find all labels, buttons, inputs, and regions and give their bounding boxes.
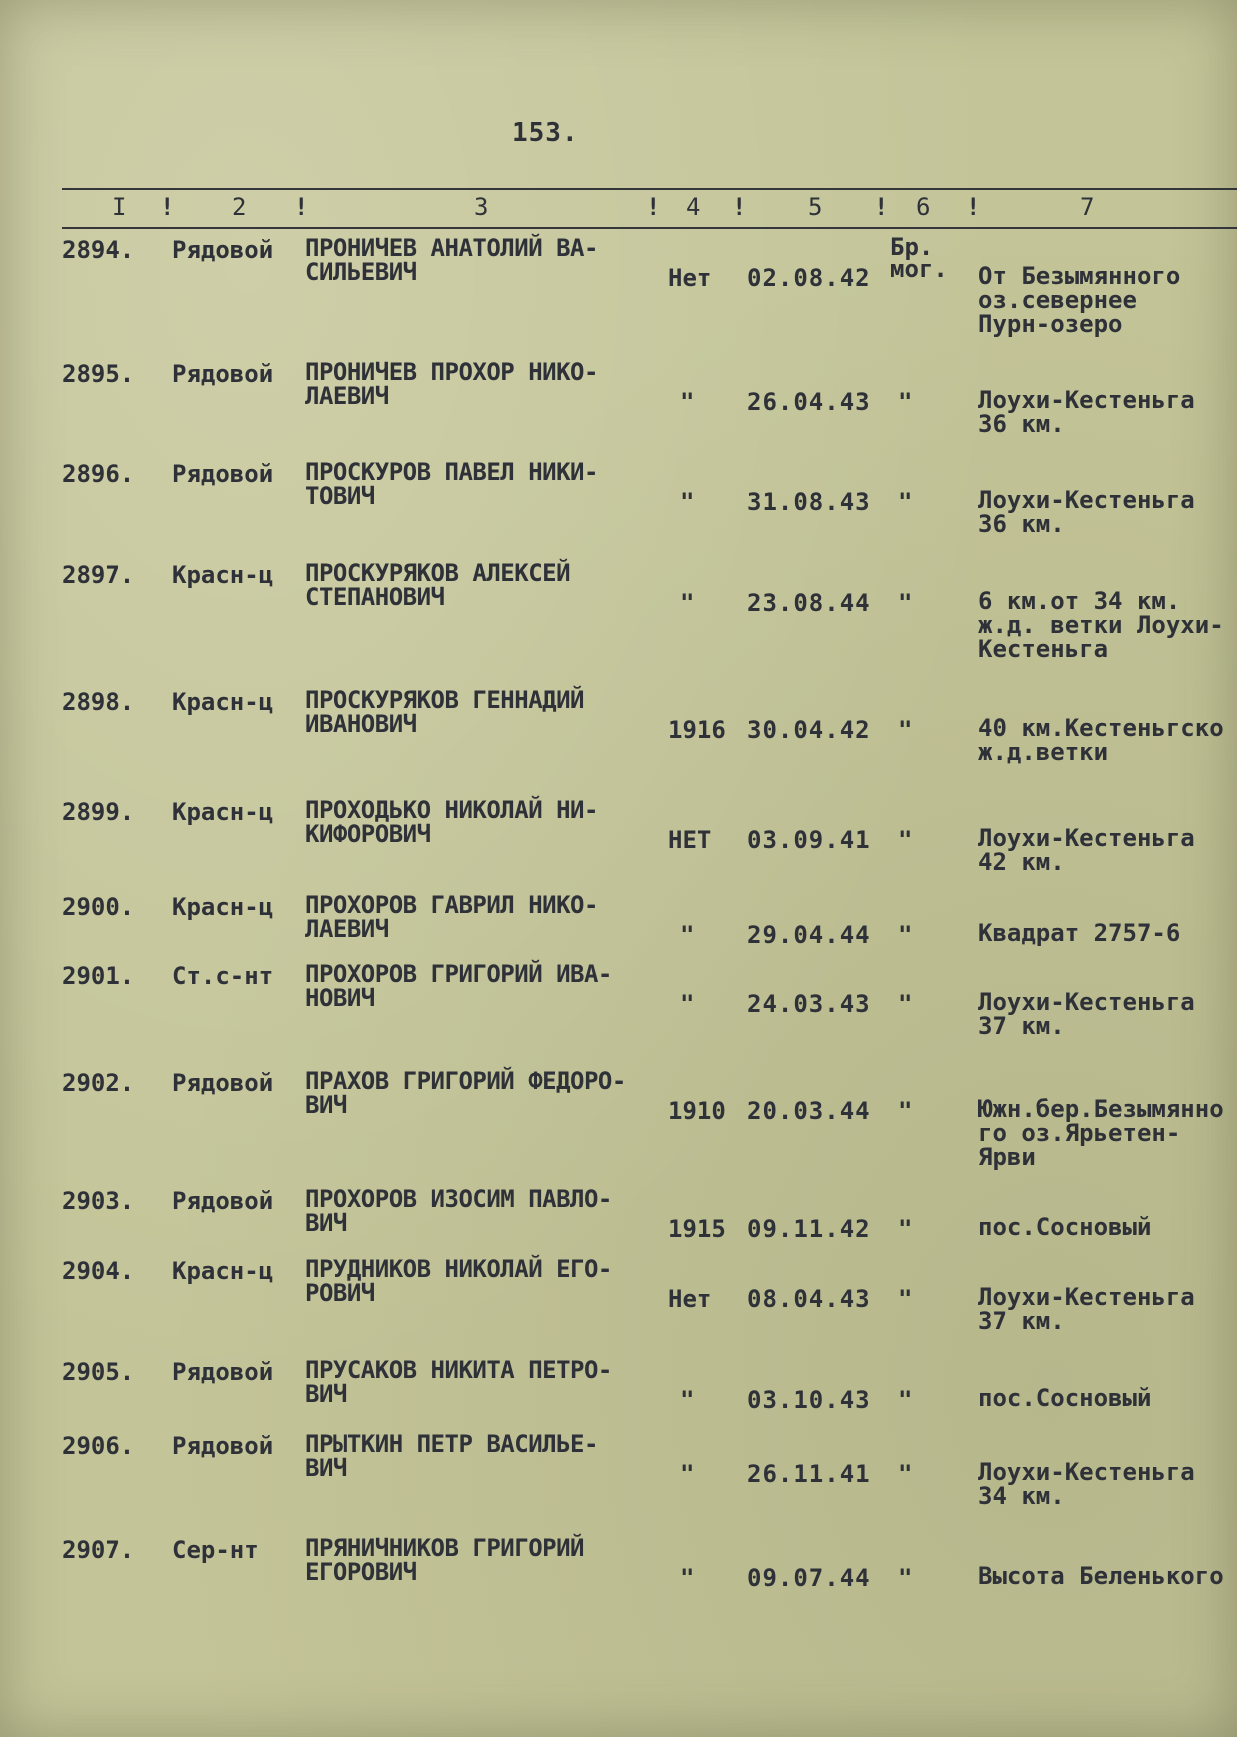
record-burial-place: пос.Сосновый bbox=[978, 1384, 1152, 1412]
record-birth-year: " bbox=[680, 1460, 695, 1488]
header-rule-top bbox=[62, 188, 1237, 190]
record-number: 2903. bbox=[62, 1187, 135, 1215]
record-burial-place: Лоухи-Кестеньга 37 км. bbox=[978, 1283, 1195, 1335]
table-row bbox=[0, 561, 1237, 671]
record-burial-place: Лоухи-Кестеньга 36 км. bbox=[978, 386, 1195, 438]
record-rank: Сер-нт bbox=[172, 1536, 259, 1564]
col-separator: ! bbox=[966, 193, 981, 221]
record-name: ПРАХОВ ГРИГОРИЙ ФЕДОРО- ВИЧ bbox=[305, 1067, 626, 1119]
record-death-date: 23.08.44 bbox=[747, 589, 871, 617]
record-name: ПРУДНИКОВ НИКОЛАЙ ЕГО- РОВИЧ bbox=[305, 1255, 612, 1307]
record-rank: Красн-ц bbox=[172, 688, 274, 716]
record-rank: Рядовой bbox=[172, 1069, 274, 1097]
record-rank: Красн-ц bbox=[172, 1257, 274, 1285]
record-number: 2895. bbox=[62, 360, 135, 388]
record-number: 2901. bbox=[62, 962, 135, 990]
table-row bbox=[0, 1432, 1237, 1542]
column-header-row bbox=[62, 193, 1237, 223]
record-rank: Рядовой bbox=[172, 1187, 274, 1215]
col-header-4: 4 bbox=[686, 193, 701, 221]
col-header-3: 3 bbox=[474, 193, 489, 221]
record-birth-year: Нет bbox=[668, 1285, 712, 1313]
record-burial-place: 6 км.от 34 км. ж.д. ветки Лоухи- Кестеньга bbox=[978, 587, 1224, 663]
record-birth-year: " bbox=[680, 589, 695, 617]
table-row bbox=[0, 360, 1237, 470]
record-burial-mark: " bbox=[898, 1097, 913, 1125]
record-number: 2898. bbox=[62, 688, 135, 716]
record-rank: Рядовой bbox=[172, 460, 274, 488]
record-rank: Рядовой bbox=[172, 1432, 274, 1460]
record-burial-place: Квадрат 2757-6 bbox=[978, 919, 1181, 947]
col-header-7: 7 bbox=[1080, 193, 1095, 221]
record-burial-mark: " bbox=[898, 990, 913, 1018]
table-row bbox=[0, 962, 1237, 1072]
record-birth-year: " bbox=[680, 488, 695, 516]
record-burial-place: 40 км.Кестеньгско ж.д.ветки bbox=[978, 714, 1224, 766]
record-name: ПРОХОРОВ ИЗОСИМ ПАВЛО- ВИЧ bbox=[305, 1185, 612, 1237]
table-row bbox=[0, 688, 1237, 798]
record-burial-mark: " bbox=[898, 1460, 913, 1488]
record-name: ПРОСКУРЯКОВ АЛЕКСЕЙ СТЕПАНОВИЧ bbox=[305, 559, 571, 611]
record-number: 2905. bbox=[62, 1358, 135, 1386]
record-death-date: 24.03.43 bbox=[747, 990, 871, 1018]
record-name: ПРОНИЧЕВ ПРОХОР НИКО- ЛАЕВИЧ bbox=[305, 358, 598, 410]
record-number: 2907. bbox=[62, 1536, 135, 1564]
record-burial-mark: " bbox=[898, 921, 913, 949]
col-separator: ! bbox=[874, 193, 889, 221]
col-separator: ! bbox=[732, 193, 747, 221]
col-separator: ! bbox=[646, 193, 661, 221]
record-death-date: 09.11.42 bbox=[747, 1215, 871, 1243]
record-burial-place: От Безымянного оз.севернее Пурн-озеро bbox=[978, 262, 1181, 338]
record-death-date: 29.04.44 bbox=[747, 921, 871, 949]
record-rank: Рядовой bbox=[172, 236, 274, 264]
record-number: 2894. bbox=[62, 236, 135, 264]
record-name: ПРЫТКИН ПЕТР ВАСИЛЬЕ- ВИЧ bbox=[305, 1430, 598, 1482]
record-burial-mark: " bbox=[898, 589, 913, 617]
record-burial-place: Высота Беленького bbox=[978, 1562, 1224, 1590]
record-name: ПРУСАКОВ НИКИТА ПЕТРО- ВИЧ bbox=[305, 1356, 612, 1408]
record-burial-mark: " bbox=[898, 1285, 913, 1313]
record-burial-place: Лоухи-Кестеньга 36 км. bbox=[978, 486, 1195, 538]
record-birth-year: " bbox=[680, 1564, 695, 1592]
table-row bbox=[0, 233, 1237, 346]
record-death-date: 26.04.43 bbox=[747, 388, 871, 416]
col-header-5: 5 bbox=[808, 193, 823, 221]
record-name: ПРЯНИЧНИКОВ ГРИГОРИЙ ЕГОРОВИЧ bbox=[305, 1534, 584, 1586]
record-number: 2899. bbox=[62, 798, 135, 826]
record-burial-mark: " bbox=[898, 488, 913, 516]
table-row bbox=[0, 798, 1237, 908]
record-burial-mark: " bbox=[898, 388, 913, 416]
record-number: 2904. bbox=[62, 1257, 135, 1285]
record-burial-mark: " bbox=[898, 716, 913, 744]
record-rank: Красн-ц bbox=[172, 561, 274, 589]
record-number: 2900. bbox=[62, 893, 135, 921]
table-row bbox=[0, 1257, 1237, 1367]
record-name: ПРОНИЧЕВ АНАТОЛИЙ ВА- СИЛЬЕВИЧ bbox=[305, 234, 598, 286]
table-row bbox=[0, 460, 1237, 570]
record-burial-place: Лоухи-Кестеньга 37 км. bbox=[978, 988, 1195, 1040]
table-row bbox=[0, 1069, 1237, 1179]
record-number: 2906. bbox=[62, 1432, 135, 1460]
table-row bbox=[0, 1536, 1237, 1646]
record-number: 2902. bbox=[62, 1069, 135, 1097]
record-burial-mark: Бр. мог. bbox=[890, 233, 948, 283]
record-rank: Красн-ц bbox=[172, 893, 274, 921]
col-separator: ! bbox=[160, 193, 175, 221]
col-separator: ! bbox=[294, 193, 309, 221]
record-death-date: 08.04.43 bbox=[747, 1285, 871, 1313]
record-name: ПРОХОРОВ ГАВРИЛ НИКО- ЛАЕВИЧ bbox=[305, 891, 598, 943]
record-name: ПРОХОДЬКО НИКОЛАЙ НИ- КИФОРОВИЧ bbox=[305, 796, 598, 848]
header-rule-bottom bbox=[62, 227, 1237, 229]
record-burial-place: Лоухи-Кестеньга 34 км. bbox=[978, 1458, 1195, 1510]
record-death-date: 30.04.42 bbox=[747, 716, 871, 744]
record-death-date: 26.11.41 bbox=[747, 1460, 871, 1488]
record-birth-year: НЕТ bbox=[668, 826, 712, 854]
record-name: ПРОХОРОВ ГРИГОРИЙ ИВА- НОВИЧ bbox=[305, 960, 612, 1012]
record-name: ПРОСКУРЯКОВ ГЕННАДИЙ ИВАНОВИЧ bbox=[305, 686, 584, 738]
record-birth-year: " bbox=[680, 388, 695, 416]
record-death-date: 09.07.44 bbox=[747, 1564, 871, 1592]
record-birth-year: " bbox=[680, 921, 695, 949]
page-number: 153. bbox=[512, 118, 579, 148]
record-death-date: 20.03.44 bbox=[747, 1097, 871, 1125]
record-death-date: 31.08.43 bbox=[747, 488, 871, 516]
record-number: 2896. bbox=[62, 460, 135, 488]
record-rank: Ст.с-нт bbox=[172, 962, 274, 990]
record-death-date: 03.09.41 bbox=[747, 826, 871, 854]
record-death-date: 03.10.43 bbox=[747, 1386, 871, 1414]
record-birth-year: " bbox=[680, 990, 695, 1018]
record-birth-year: 1916 bbox=[668, 716, 726, 744]
record-name: ПРОСКУРОВ ПАВЕЛ НИКИ- ТОВИЧ bbox=[305, 458, 598, 510]
col-header-6: 6 bbox=[916, 193, 931, 221]
col-header-2: 2 bbox=[232, 193, 247, 221]
record-burial-place: пос.Сосновый bbox=[978, 1213, 1152, 1241]
record-number: 2897. bbox=[62, 561, 135, 589]
record-burial-mark: " bbox=[898, 1386, 913, 1414]
record-rank: Рядовой bbox=[172, 1358, 274, 1386]
record-burial-place: Южн.бер.Безымянно го оз.Ярьетен- Ярви bbox=[978, 1095, 1224, 1171]
record-burial-mark: " bbox=[898, 826, 913, 854]
record-birth-year: " bbox=[680, 1386, 695, 1414]
record-rank: Рядовой bbox=[172, 360, 274, 388]
record-death-date: 02.08.42 bbox=[747, 264, 871, 292]
record-birth-year: 1915 bbox=[668, 1215, 726, 1243]
record-birth-year: 1910 bbox=[668, 1097, 726, 1125]
record-rank: Красн-ц bbox=[172, 798, 274, 826]
record-burial-place: Лоухи-Кестеньга 42 км. bbox=[978, 824, 1195, 876]
col-header-1: I bbox=[112, 193, 127, 221]
record-burial-mark: " bbox=[898, 1215, 913, 1243]
record-burial-mark: " bbox=[898, 1564, 913, 1592]
record-birth-year: Нет bbox=[668, 264, 712, 292]
